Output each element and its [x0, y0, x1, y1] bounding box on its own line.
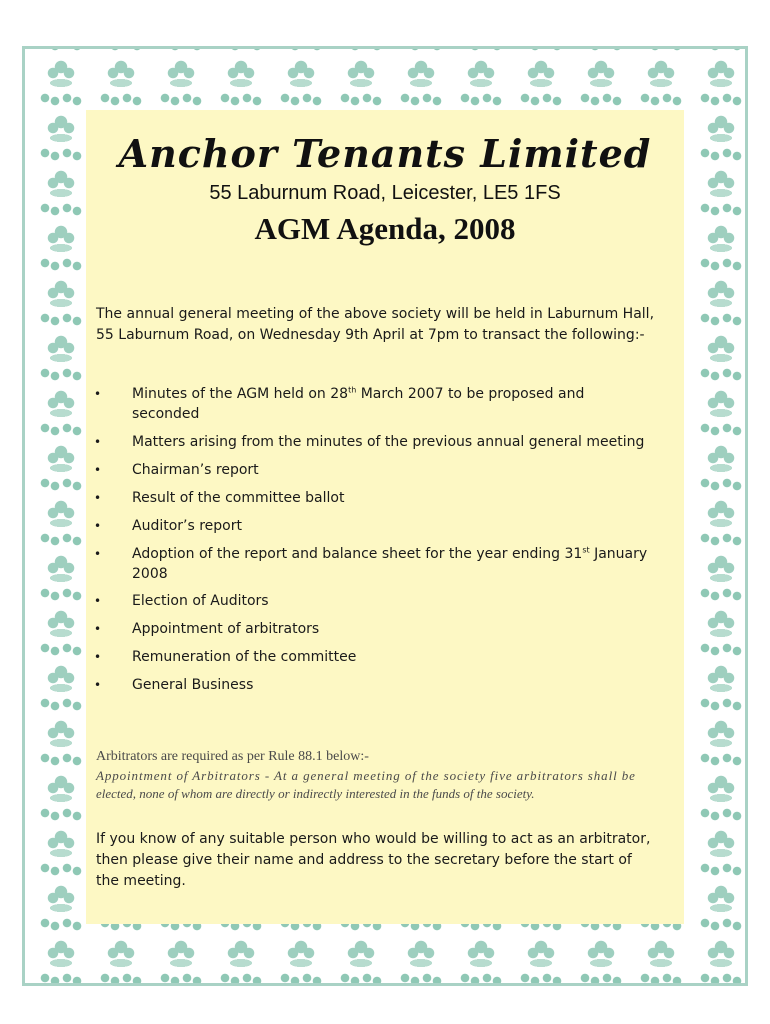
bullet-icon: • — [94, 387, 102, 401]
agenda-item-text: Auditor’s report — [132, 518, 242, 534]
intro-paragraph — [96, 304, 681, 346]
agenda-item-line: 2008 — [132, 566, 168, 582]
company-name: Anchor Tenants Limited — [118, 131, 652, 176]
company-address: 55 Laburnum Road, Leicester, LE5 1FS — [209, 182, 561, 204]
agenda-item-text: Election of Auditors — [132, 593, 269, 609]
agenda-item-text: Matters arising from the minutes of the previous annual general meeting — [132, 434, 645, 450]
bullet-icon: • — [94, 622, 102, 636]
bullet-icon: • — [94, 491, 102, 505]
bullet-icon: • — [94, 678, 102, 692]
agenda-item-text: Remuneration of the committee — [132, 649, 357, 665]
agenda-item-text: January — [589, 546, 648, 562]
agenda-item-line: seconded — [132, 406, 200, 422]
arbitrators-heading: Arbitrators are required as per Rule 88.1 below:- — [96, 749, 369, 764]
agenda-item-text: Adoption of the report and balance sheet for the year ending 31 — [132, 546, 583, 562]
bullet-icon: • — [94, 594, 102, 608]
agenda-item-text: General Business — [132, 677, 254, 693]
bullet-icon: • — [94, 650, 102, 664]
agenda-title: AGM Agenda, 2008 — [254, 211, 516, 246]
intro-line: The annual general meeting of the above society will be held in Laburnum Hall, — [96, 306, 655, 322]
agenda-item-text: Minutes of the AGM held on 28 — [132, 386, 349, 402]
intro-line: 55 Laburnum Road, on Wednesday 9th April at 7pm to transact the following:- — [96, 327, 645, 343]
bullet-icon: • — [94, 435, 102, 449]
agenda-item-text: March 2007 to be proposed and — [356, 386, 585, 402]
closing-line: then please give their name and address to the secretary before the start of — [96, 852, 632, 868]
bullet-icon: • — [94, 463, 102, 477]
agenda-item-text: Appointment of arbitrators — [132, 621, 320, 637]
bullet-icon: • — [94, 547, 102, 561]
bullet-icon: • — [94, 519, 102, 533]
agenda-item-line — [132, 544, 672, 564]
rule-line: elected, none of whom are directly or indirectly interested in the funds of the society. — [96, 786, 535, 801]
agenda-item-text: Result of the committee ballot — [132, 490, 345, 506]
rule-88-1-text — [96, 767, 676, 803]
agenda-item-line — [132, 384, 672, 404]
ordinal-suffix: th — [348, 385, 357, 395]
closing-line: If you know of any suitable person who would be willing to act as an arbitrator, — [96, 831, 651, 847]
agenda-item-text: Chairman’s report — [132, 462, 259, 478]
closing-paragraph — [96, 829, 681, 892]
ordinal-suffix: st — [582, 545, 590, 555]
rule-line: Appointment of Arbitrators - At a general meeting of the society five arbitrators shall be — [96, 768, 636, 783]
closing-line: the meeting. — [96, 873, 186, 889]
